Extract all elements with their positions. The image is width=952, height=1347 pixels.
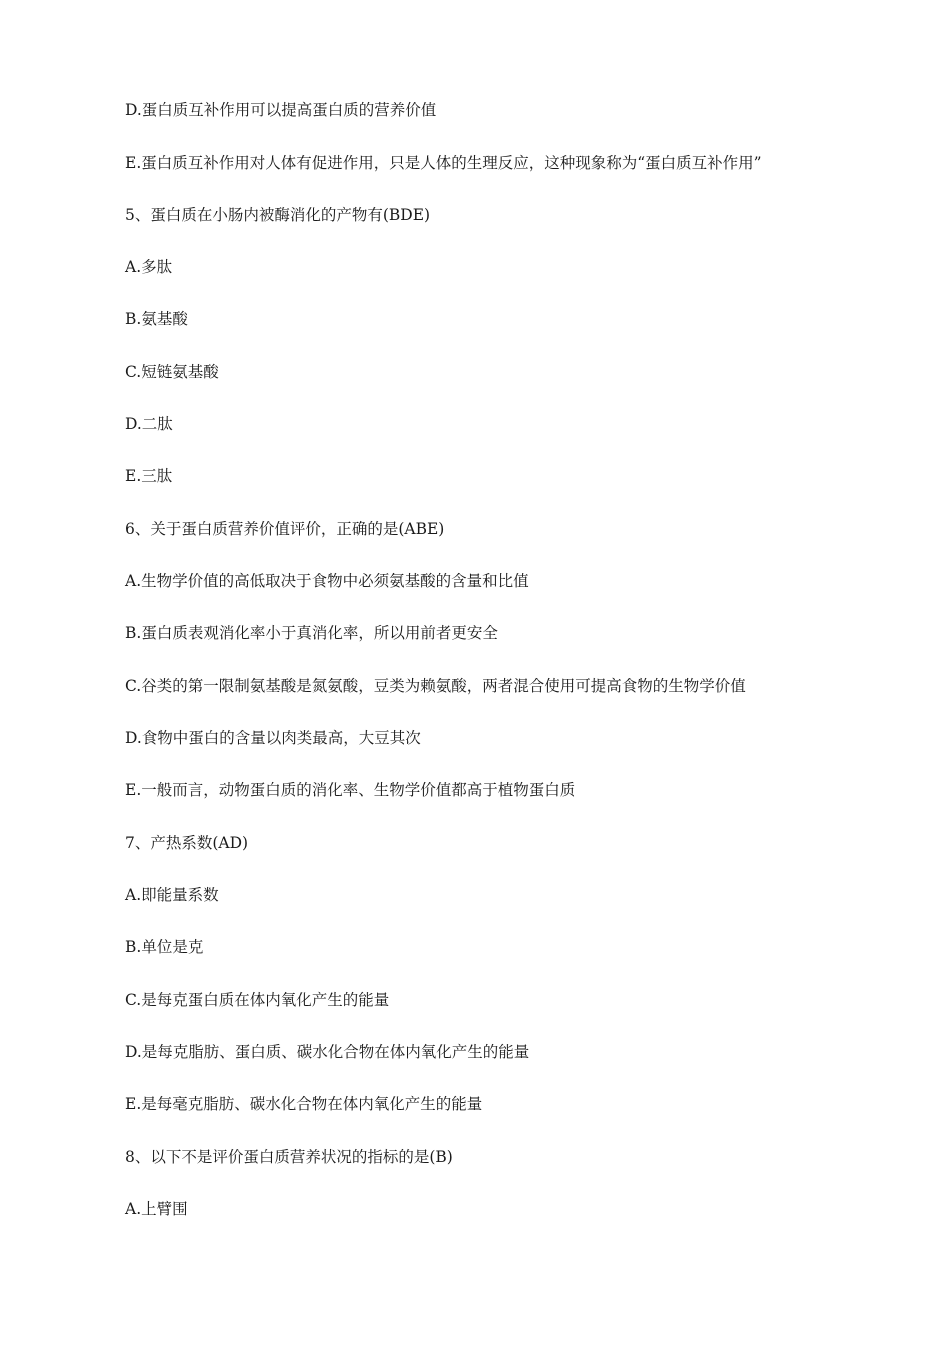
option-line: D.是每克脂肪、蛋白质、碳水化合物在体内氧化产生的能量 (125, 1043, 530, 1061)
option-line: E.蛋白质互补作用对人体有促进作用，只是人体的生理反应，这种现象称为“蛋白质互补作用” (125, 154, 762, 172)
option-line: A.即能量系数 (125, 886, 219, 904)
option-line: A.多肽 (125, 258, 173, 276)
option-line: B.单位是克 (125, 938, 204, 956)
option-line: B.蛋白质表观消化率小于真消化率，所以用前者更安全 (125, 624, 498, 642)
option-line: A.上臂围 (125, 1200, 188, 1218)
option-line: B.氨基酸 (125, 310, 188, 328)
option-line: C.是每克蛋白质在体内氧化产生的能量 (125, 991, 390, 1009)
question-line: 5、蛋白质在小肠内被酶消化的产物有(BDE) (125, 206, 431, 224)
option-line: C.谷类的第一限制氨基酸是氮氨酸，豆类为赖氨酸，两者混合使用可提高食物的生物学价值 (125, 677, 746, 695)
option-line: D.蛋白质互补作用可以提高蛋白质的营养价值 (125, 101, 437, 119)
option-line: D.食物中蛋白的含量以肉类最高，大豆其次 (125, 729, 421, 747)
question-line: 6、关于蛋白质营养价值评价，正确的是(ABE) (125, 520, 445, 538)
option-line: E.是每毫克脂肪、碳水化合物在体内氧化产生的能量 (125, 1095, 483, 1113)
option-line: C.短链氨基酸 (125, 363, 219, 381)
option-line: E.三肽 (125, 467, 173, 485)
option-line: A.生物学价值的高低取决于食物中必须氨基酸的含量和比值 (125, 572, 529, 590)
question-line: 8、以下不是评价蛋白质营养状况的指标的是(B) (125, 1148, 453, 1166)
option-line: D.二肽 (125, 415, 173, 433)
option-line: E.一般而言，动物蛋白质的消化率、生物学价值都高于植物蛋白质 (125, 781, 576, 799)
question-line: 7、产热系数(AD) (125, 834, 249, 852)
